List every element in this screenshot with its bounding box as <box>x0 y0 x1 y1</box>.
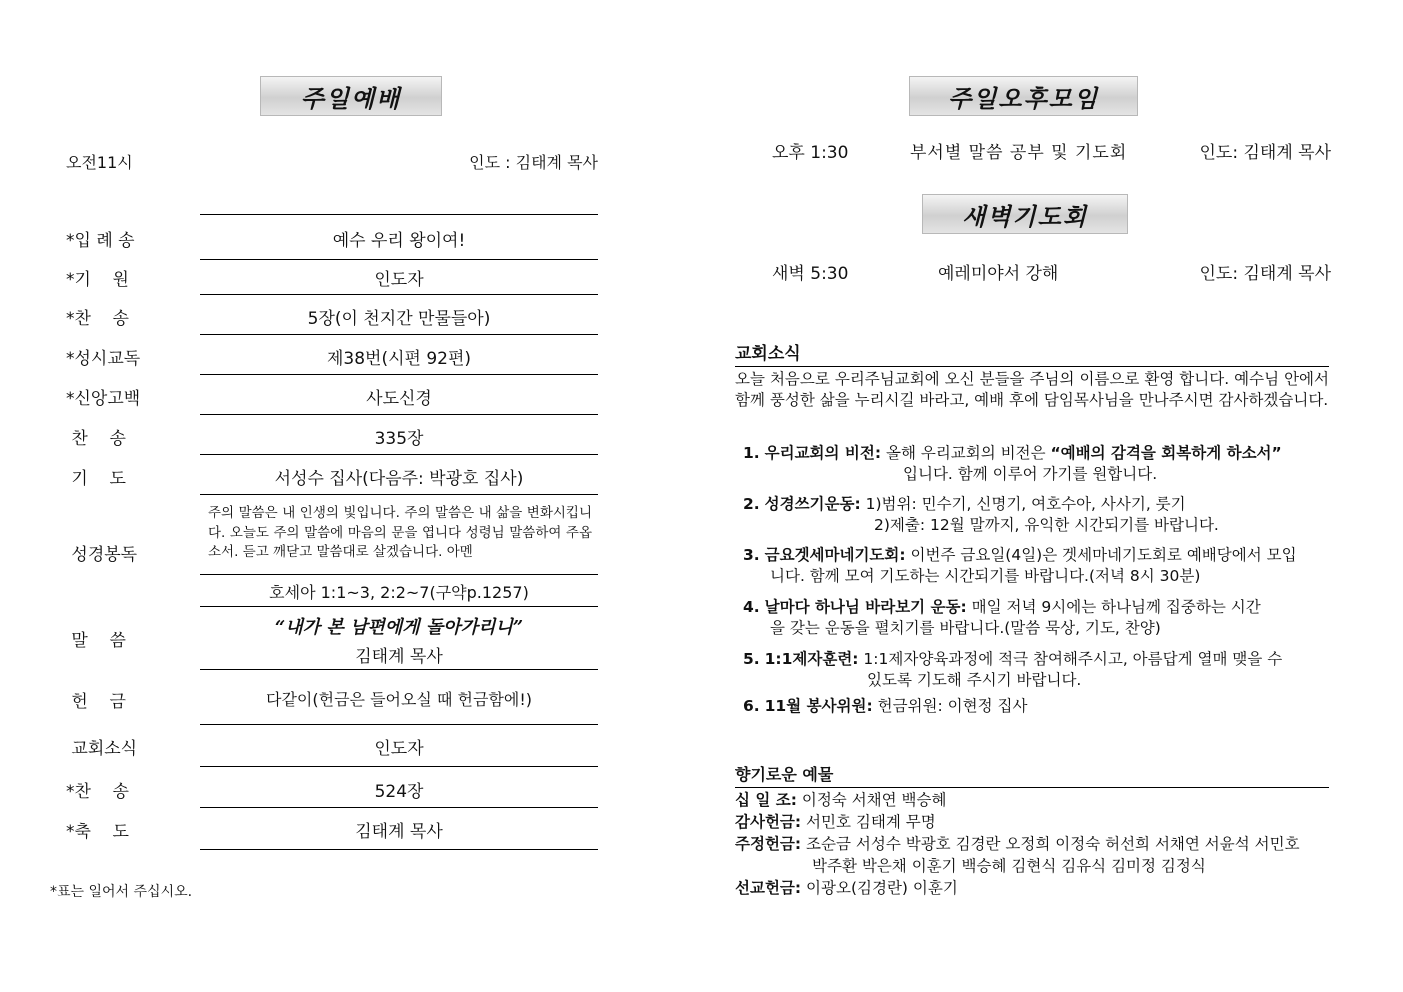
order-label: *찬 송 <box>66 309 129 329</box>
news-title: 1:1제자훈련: <box>764 650 859 668</box>
divider <box>200 294 598 295</box>
order-value: 인도자 <box>374 270 424 290</box>
divider <box>200 374 598 375</box>
news-item <box>743 545 1329 587</box>
news-number: 5. <box>743 650 760 668</box>
offering-names: 조순금 서성수 박광호 김경란 오정희 이정숙 허선희 서채연 서윤석 서민호 <box>806 835 1300 853</box>
news-item <box>743 696 1329 717</box>
offering-row-continued <box>812 855 1206 877</box>
news-text: 2)제출: 12월 말까지, 유익한 시간되기를 바랍니다. <box>874 516 1219 534</box>
divider <box>200 849 598 850</box>
divider <box>200 414 598 415</box>
news-text: 을 갖는 운동을 펼치기를 바랍니다.(말씀 묵상, 기도, 찬양) <box>770 619 1161 637</box>
order-label: 성경봉독 <box>66 545 138 565</box>
news-text: 헌금위원: 이현정 집사 <box>877 697 1028 715</box>
news-number: 6. <box>743 697 760 715</box>
news-text: 1)범위: 민수기, 신명기, 여호수아, 사사기, 룻기 <box>865 495 1186 513</box>
order-label: *신앙고백 <box>66 389 141 409</box>
scripture-prayer-text: 주의 말씀은 내 인생의 빛입니다. 주의 말씀은 내 삶을 변화시킵니다. 오늘도 주의 말씀에 마음의 문을 엽니다 성령님 말씀하여 주옵소서. 듣고 깨닫고 말씀대로 살겠습니다. 아멘 <box>208 505 592 560</box>
dawn-title <box>922 194 1128 234</box>
worship-time: 오전11시 <box>66 153 133 172</box>
news-text: 니다. 함께 모여 기도하는 시간되기를 바랍니다.(저녁 8시 30분) <box>770 567 1201 585</box>
standing-footnote: *표는 일어서 주십시오. <box>50 884 193 900</box>
afternoon-desc: 부서별 말씀 공부 및 기도회 <box>910 143 1128 163</box>
news-number: 2. <box>743 495 760 513</box>
worship-title-text: 주일예배 <box>300 84 402 113</box>
offering-label: 감사헌금: <box>735 813 802 831</box>
order-label: 교회소식 <box>66 739 138 759</box>
news-text: 입니다. 함께 이루어 가기를 원합니다. <box>903 465 1158 483</box>
scripture-reference: 호세아 1:1~3, 2:2~7(구약p.1257) <box>269 583 529 602</box>
order-value: 5장(이 천지간 만물들아) <box>307 309 491 329</box>
divider <box>200 669 598 670</box>
divider <box>200 574 598 575</box>
sermon-title: “내가 본 남편에게 돌아가리니” <box>274 617 524 638</box>
news-title: 금요겟세마네기도회: <box>764 546 906 564</box>
offering-row <box>735 789 946 811</box>
divider <box>200 606 598 607</box>
divider <box>200 807 598 808</box>
afternoon-title <box>909 76 1138 116</box>
offering-label: 선교헌금: <box>735 879 802 897</box>
order-label: 헌 금 <box>66 692 126 712</box>
news-text: 매일 저녁 9시에는 하나님께 집중하는 시간 <box>971 598 1261 616</box>
divider <box>200 259 598 260</box>
news-title: 성경쓰기운동: <box>764 495 861 513</box>
order-label: *성시교독 <box>66 349 141 369</box>
worship-leader: 인도 : 김태계 목사 <box>469 153 598 172</box>
news-text: 있도록 기도해 주시기 바랍니다. <box>867 671 1082 689</box>
news-heading: 교회소식 <box>735 339 1329 367</box>
news-number: 4. <box>743 598 760 616</box>
sermon-preacher: 김태계 목사 <box>355 647 443 667</box>
dawn-leader: 인도: 김태계 목사 <box>1199 264 1331 284</box>
order-value: 김태계 목사 <box>355 822 443 842</box>
news-title: 11월 봉사위원: <box>764 697 873 715</box>
offering-names: 박주환 박은채 이훈기 백승혜 김현식 김유식 김미정 김정식 <box>812 857 1206 875</box>
divider <box>200 454 598 455</box>
vision-statement: “예배의 감격을 회복하게 하소서” <box>1050 444 1282 462</box>
news-text: 1:1제자양육과정에 적극 참여해주시고, 아름답게 열매 맺을 수 <box>863 650 1283 668</box>
divider <box>200 766 598 767</box>
offering-row <box>735 811 936 833</box>
offering-label: 십 일 조: <box>735 791 797 809</box>
order-label: 말 씀 <box>66 631 126 651</box>
news-item <box>743 597 1329 639</box>
news-number: 3. <box>743 546 760 564</box>
divider <box>200 724 598 725</box>
news-item <box>743 494 1329 536</box>
afternoon-title-text: 주일오후모임 <box>947 84 1100 113</box>
order-value: 524장 <box>374 782 424 802</box>
offering-row <box>735 877 958 899</box>
news-number: 1. <box>743 444 760 462</box>
offering-row <box>735 833 1300 855</box>
afternoon-leader: 인도: 김태계 목사 <box>1199 143 1331 163</box>
order-value: 335장 <box>374 429 424 449</box>
offerings-heading: 향기로운 예물 <box>735 762 1329 788</box>
dawn-time: 새벽 5:30 <box>772 264 849 284</box>
news-title: 우리교회의 비전: <box>764 444 882 462</box>
order-value: 사도신경 <box>366 389 432 409</box>
order-value: 다같이(헌금은 들어오실 때 헌금함에!) <box>266 690 532 709</box>
divider <box>200 494 598 495</box>
order-label: *찬 송 <box>66 782 129 802</box>
news-item <box>743 649 1329 691</box>
news-title: 날마다 하나님 바라보기 운동: <box>764 598 967 616</box>
offering-names: 서민호 김태계 무명 <box>806 813 936 831</box>
news-item <box>743 443 1329 485</box>
news-intro: 오늘 처음으로 우리주님교회에 오신 분들을 주님의 이름으로 환영 합니다. 예수님 안에서 함께 풍성한 삶을 누리시길 바라고, 예배 후에 담임목사님을 만나주시면 감사하겠습니다. <box>735 370 1329 409</box>
dawn-desc: 예레미야서 강해 <box>938 264 1059 284</box>
order-label: *기 원 <box>66 270 129 290</box>
order-label: *축 도 <box>66 822 129 842</box>
worship-title <box>260 76 442 116</box>
order-label: 기 도 <box>66 469 126 489</box>
offering-names: 이광오(김경란) 이훈기 <box>806 879 958 897</box>
news-text: 올해 우리교회의 비전은 <box>885 444 1051 462</box>
order-value: 예수 우리 왕이여! <box>332 231 466 251</box>
offering-names: 이정숙 서채연 백승혜 <box>801 791 947 809</box>
dawn-title-text: 새벽기도회 <box>962 202 1088 231</box>
news-text: 이번주 금요일(4일)은 겟세마네기도회로 예배당에서 모입 <box>910 546 1297 564</box>
afternoon-time: 오후 1:30 <box>772 143 849 163</box>
order-label: 찬 송 <box>66 429 126 449</box>
order-value: 서성수 집사(다음주: 박광호 집사) <box>274 469 524 489</box>
order-label: *입 례 송 <box>66 231 135 251</box>
offering-label: 주정헌금: <box>735 835 802 853</box>
order-value: 제38번(시편 92편) <box>326 349 472 369</box>
divider <box>200 334 598 335</box>
order-value: 인도자 <box>374 739 424 759</box>
divider <box>200 214 598 215</box>
